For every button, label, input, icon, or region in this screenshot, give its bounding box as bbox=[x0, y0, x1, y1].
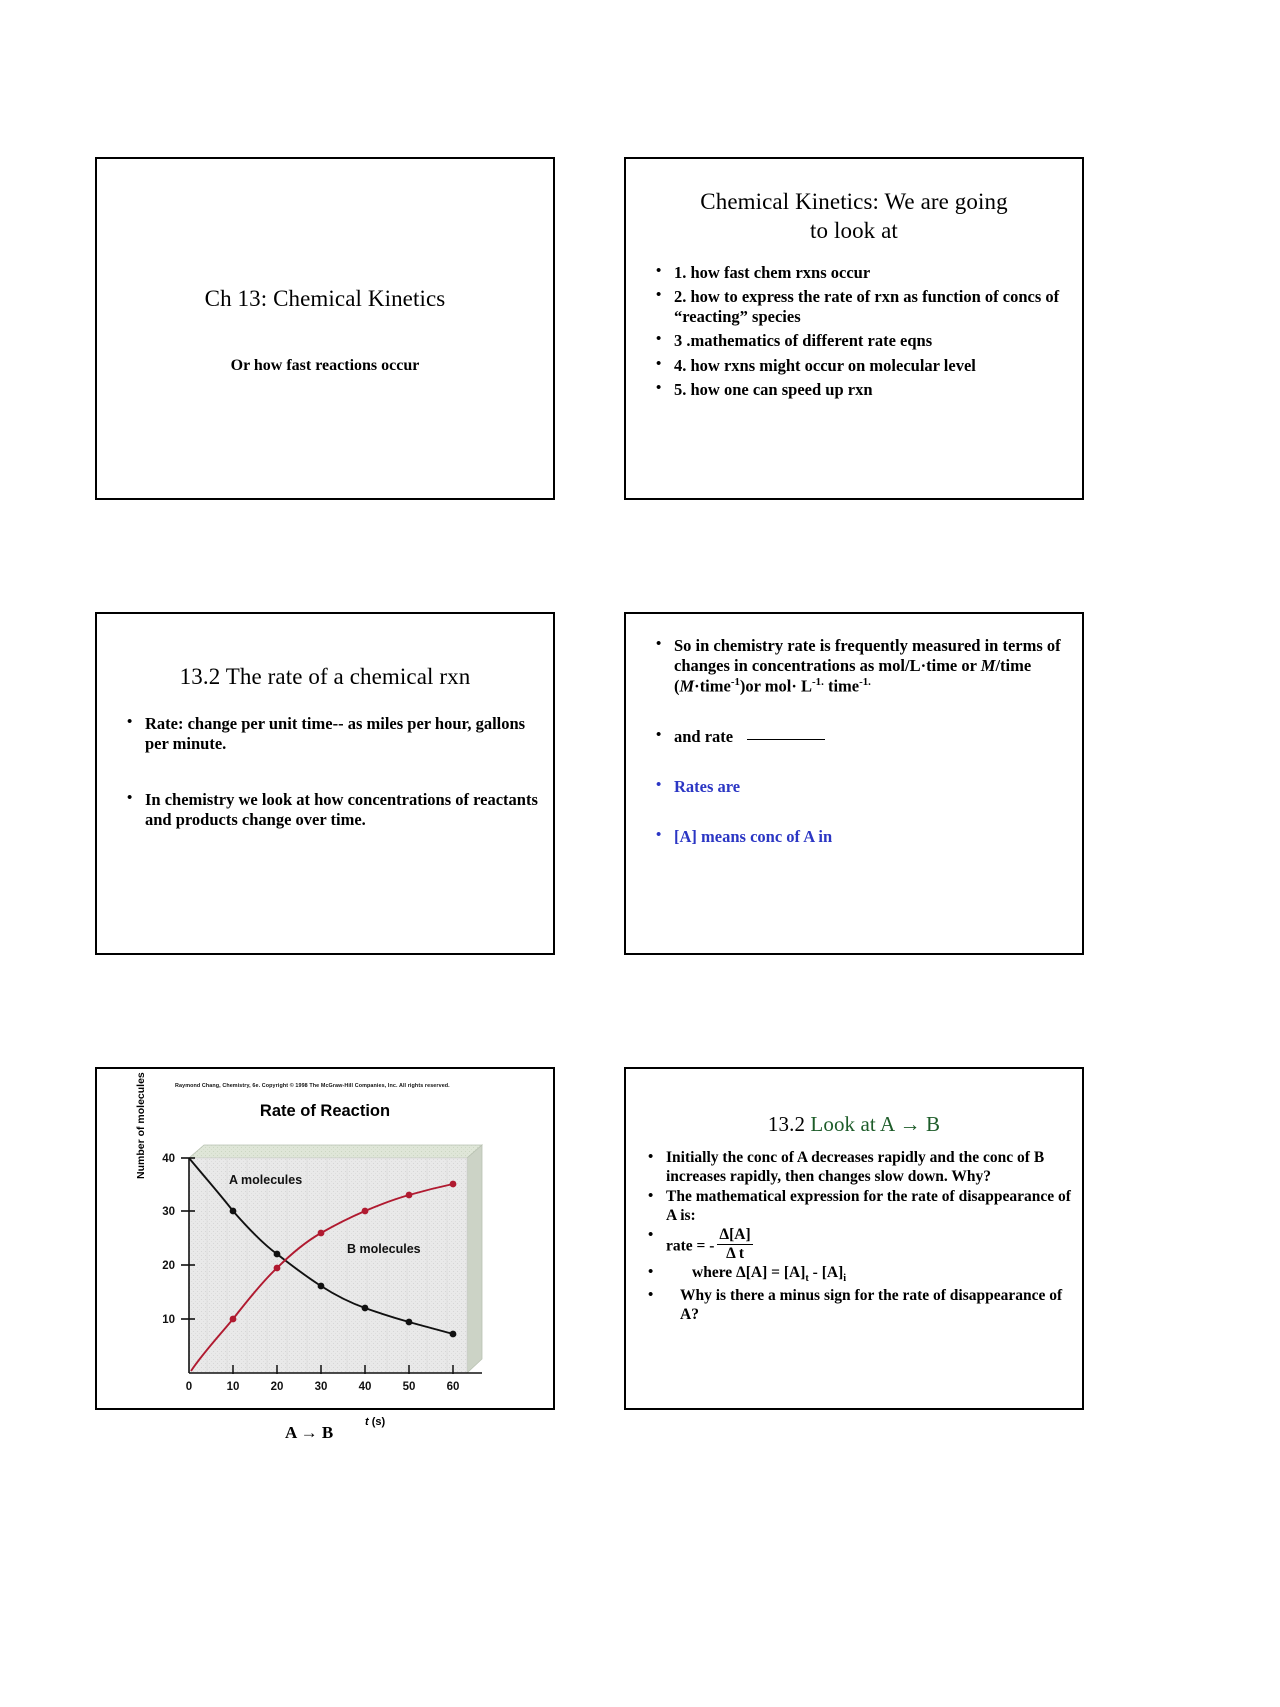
units-text-h: )or mol bbox=[739, 676, 792, 696]
units-sup-l: -1. bbox=[859, 676, 871, 689]
slide-6-bullet-list bbox=[646, 1149, 1072, 1326]
svg-text:10: 10 bbox=[162, 1314, 175, 1326]
x-axis-caption: t (s) bbox=[365, 1416, 386, 1428]
list-item: • 1. how fast chem rxns occur bbox=[654, 263, 1068, 283]
list-item-and-rate bbox=[654, 727, 1072, 747]
svg-text:30: 30 bbox=[314, 1381, 328, 1393]
slide-6-title bbox=[638, 1111, 1070, 1138]
list-item-rates-are: • Rates are bbox=[654, 777, 1072, 797]
slide-6-title-green: Look at A → B bbox=[810, 1112, 941, 1136]
rate-equation-label: rate = - bbox=[666, 1237, 715, 1255]
units-italic-M1: M bbox=[980, 656, 996, 676]
middot-2: · bbox=[694, 676, 700, 696]
x-axis-caption-var: t bbox=[365, 1416, 369, 1428]
rate-equation-numerator: Δ[A] bbox=[719, 1226, 751, 1244]
units-text-a: So in chemistry rate is frequently measured in terms of changes in concentrations as mol/L bbox=[674, 636, 1061, 676]
list-item: • 4. how rxns might occur on molecular level bbox=[654, 356, 1068, 376]
slide-4 bbox=[624, 612, 1084, 955]
y-axis-tick-labels bbox=[162, 1153, 175, 1326]
units-italic-M2: M bbox=[679, 676, 695, 696]
y-axis-label: Number of molecules bbox=[135, 1072, 147, 1179]
figure-title: Rate of Reaction bbox=[259, 1102, 391, 1120]
list-item: • 5. how one can speed up rxn bbox=[654, 380, 1068, 400]
where-clause-lead: where Δ[A] = [A] bbox=[692, 1263, 806, 1281]
slide-2-title-line2: to look at bbox=[810, 218, 898, 244]
units-sup-j: -1. bbox=[812, 676, 824, 689]
plot-right-face bbox=[467, 1145, 482, 1373]
slide-6-title-number: 13.2 bbox=[767, 1112, 811, 1136]
list-item-rate-equation bbox=[646, 1227, 1072, 1261]
plot-top-face bbox=[189, 1145, 482, 1158]
slide-2-title bbox=[644, 187, 1064, 246]
slide-3 bbox=[95, 612, 555, 955]
slide-4-bullet-list bbox=[654, 636, 1072, 877]
svg-text:40: 40 bbox=[358, 1381, 372, 1393]
where-clause-mid: - [A] bbox=[808, 1263, 844, 1281]
svg-text:10: 10 bbox=[226, 1381, 240, 1393]
svg-text:0: 0 bbox=[185, 1381, 193, 1393]
slide-1-subtitle: Or how fast reactions occur bbox=[230, 357, 420, 374]
slide-1 bbox=[95, 157, 555, 500]
rate-equation-fraction bbox=[717, 1227, 752, 1261]
slide-6 bbox=[624, 1067, 1084, 1410]
slide-2-title-line1: Chemical Kinetics: We are going bbox=[700, 189, 1008, 214]
slide-2-bullet-list bbox=[654, 263, 1068, 404]
reaction-label: A → B bbox=[285, 1423, 334, 1442]
slide-1-title: Ch 13: Chemical Kinetics bbox=[204, 286, 446, 311]
and-rate-label: and rate bbox=[674, 726, 734, 746]
list-item-final-question: • Why is there a minus sign for the rate of disappearance of A? bbox=[646, 1287, 1072, 1324]
figure-credit: Raymond Chang, Chemistry, 6e. Copyright © 1998 The McGraw-Hill Companies, Inc. All rights reserved. bbox=[175, 1083, 450, 1089]
units-text-d: /time ( bbox=[674, 656, 1032, 696]
units-text-i: L bbox=[796, 676, 813, 696]
slide-5 bbox=[95, 1067, 555, 1442]
units-text-b: time or bbox=[926, 656, 981, 676]
svg-text:30: 30 bbox=[162, 1206, 175, 1218]
rate-equation-denominator: Δ t bbox=[726, 1244, 744, 1262]
units-text-k: time bbox=[827, 676, 860, 696]
slide-3-bullet-list bbox=[125, 714, 541, 867]
list-item: • The mathematical expression for the rate of disappearance of A is: bbox=[646, 1188, 1072, 1225]
list-item-where-clause bbox=[646, 1264, 1072, 1285]
svg-text:20: 20 bbox=[162, 1260, 175, 1272]
series-b-annotation: B molecules bbox=[347, 1242, 421, 1256]
fill-in-blank bbox=[747, 738, 825, 740]
slide-3-title: 13.2 The rate of a chemical rxn bbox=[179, 664, 471, 689]
series-a-annotation: A molecules bbox=[229, 1173, 303, 1187]
middot-3: · bbox=[791, 676, 797, 696]
x-axis-tick-labels bbox=[186, 1381, 460, 1393]
svg-text:20: 20 bbox=[270, 1381, 284, 1393]
list-item: • Rate: change per unit time-- as miles per hour, gallons per minute. bbox=[125, 714, 541, 754]
where-sub-i: i bbox=[843, 1272, 847, 1284]
slide-2 bbox=[624, 157, 1084, 500]
chart-svg bbox=[137, 1131, 527, 1431]
list-item-units bbox=[654, 636, 1072, 697]
list-item-conc-A: • [A] means conc of A in bbox=[654, 827, 1072, 847]
svg-text:60: 60 bbox=[446, 1381, 460, 1393]
svg-text:50: 50 bbox=[402, 1381, 416, 1393]
svg-text:40: 40 bbox=[162, 1153, 175, 1165]
list-item: • Initially the conc of A decreases rapidly and the conc of B increases rapidly, then changes slow down. Why? bbox=[646, 1149, 1072, 1186]
units-text-f: time bbox=[699, 676, 731, 696]
list-item: • In chemistry we look at how concentrations of reactants and products change over time. bbox=[125, 790, 541, 830]
list-item: • 3 .mathematics of different rate eqns bbox=[654, 331, 1068, 351]
middot-1: · bbox=[920, 656, 927, 676]
units-sup-g: -1 bbox=[730, 676, 740, 689]
list-item: • 2. how to express the rate of rxn as function of concs of “reacting” species bbox=[654, 287, 1068, 327]
where-sub-t: t bbox=[805, 1272, 809, 1284]
